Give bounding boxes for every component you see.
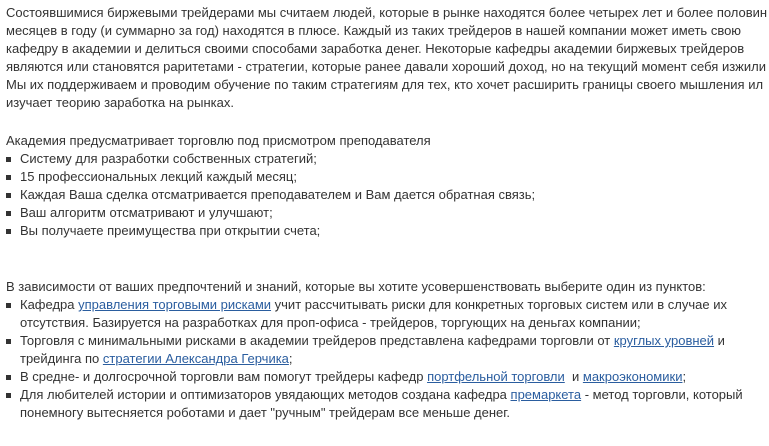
item-text: Торговля с минимальными рисками в академии трейдеров представлена кафедрами торговли от: [20, 333, 614, 348]
item-text: трейдинга по: [20, 351, 103, 366]
list-item-continuation: отсутствия. Базируется на разработках для проп-офиса - трейдеров, торгующих на деньгах компании;: [20, 315, 641, 330]
list-item: Систему для разработки собственных стратегий;: [20, 151, 317, 166]
list-item: 15 профессиональных лекций каждый месяц;: [20, 169, 297, 184]
bullet-icon: [6, 175, 11, 180]
item-text: и: [714, 333, 725, 348]
list-item: Вы получаете преимущества при открытии счета;: [20, 223, 321, 238]
bullet-icon: [6, 157, 11, 162]
premarket-link[interactable]: премаркета: [510, 387, 582, 402]
intro-line: кафедру в академии и делиться своими способами заработка денег. Некоторые кафедры академии биржевых трейдеров: [6, 41, 745, 56]
academy-heading: Академия предусматривает торговлю под присмотром преподавателя: [6, 133, 431, 148]
portfolio-trading-link[interactable]: портфельной торговли: [427, 369, 565, 384]
item-text: учит рассчитывать риски для конкретных торговых систем или в случае их: [271, 297, 727, 312]
bullet-icon: [6, 211, 11, 216]
bullet-icon: [6, 303, 11, 308]
intro-line: месяцев в году (и суммарно за год) находятся в плюсе. Каждый из таких трейдеров в нашей компании может иметь свою: [6, 23, 742, 38]
item-text: Кафедра: [20, 297, 79, 312]
bullet-icon: [6, 393, 11, 398]
item-text: В средне- и долгосрочной торговли вам помогут трейдеры кафедр: [20, 369, 428, 384]
list-item: [20, 386, 743, 404]
list-item: [20, 368, 686, 386]
item-text: ;: [288, 351, 293, 366]
round-levels-link[interactable]: круглых уровней: [613, 333, 715, 348]
list-item: Ваш алгоритм отсматривают и улучшают;: [20, 205, 273, 220]
intro-line: Состоявшимися биржевыми трейдерами мы считаем людей, которые в рынке находятся более четырех лет и более половин: [6, 5, 768, 20]
macroeconomics-link[interactable]: макроэкономики: [582, 369, 683, 384]
bullet-icon: [6, 339, 11, 344]
risk-management-link[interactable]: управления торговыми рисками: [78, 297, 272, 312]
item-text: Для любителей истории и оптимизаторов увядающих методов создана кафедра: [20, 387, 511, 402]
item-text: и: [564, 369, 583, 384]
bullet-icon: [6, 375, 11, 380]
gerchik-strategy-link[interactable]: стратегии Александра Герчика: [102, 351, 289, 366]
intro-line: являются или становятся раритетами - стратегии, которые ранее давали хороший доход, но на текущий момент себя изжили: [6, 59, 766, 74]
list-item-continuation: понемногу вытесняется роботами и дает "ручным" трейдерам все меньше денег.: [20, 405, 511, 420]
bullet-icon: [6, 229, 11, 234]
intro-line: Мы их поддерживаем и проводим обучение по таким стратегиям для тех, кто хочет расширить границы своего мышления ил: [6, 77, 764, 92]
item-text: ;: [682, 369, 687, 384]
intro-line: изучает теорию заработка на рынках.: [6, 95, 234, 110]
bullet-icon: [6, 193, 11, 198]
list-item: [20, 332, 725, 350]
item-text: - метод торговли, который: [581, 387, 743, 402]
choice-heading: В зависимости от ваших предпочтений и знаний, которые вы хотите усовершенствовать выберите один из пунктов:: [6, 279, 706, 294]
list-item: Каждая Ваша сделка отсматривается преподавателем и Вам дается обратная связь;: [20, 187, 536, 202]
list-item-continuation: [20, 350, 293, 368]
list-item: [20, 296, 727, 314]
